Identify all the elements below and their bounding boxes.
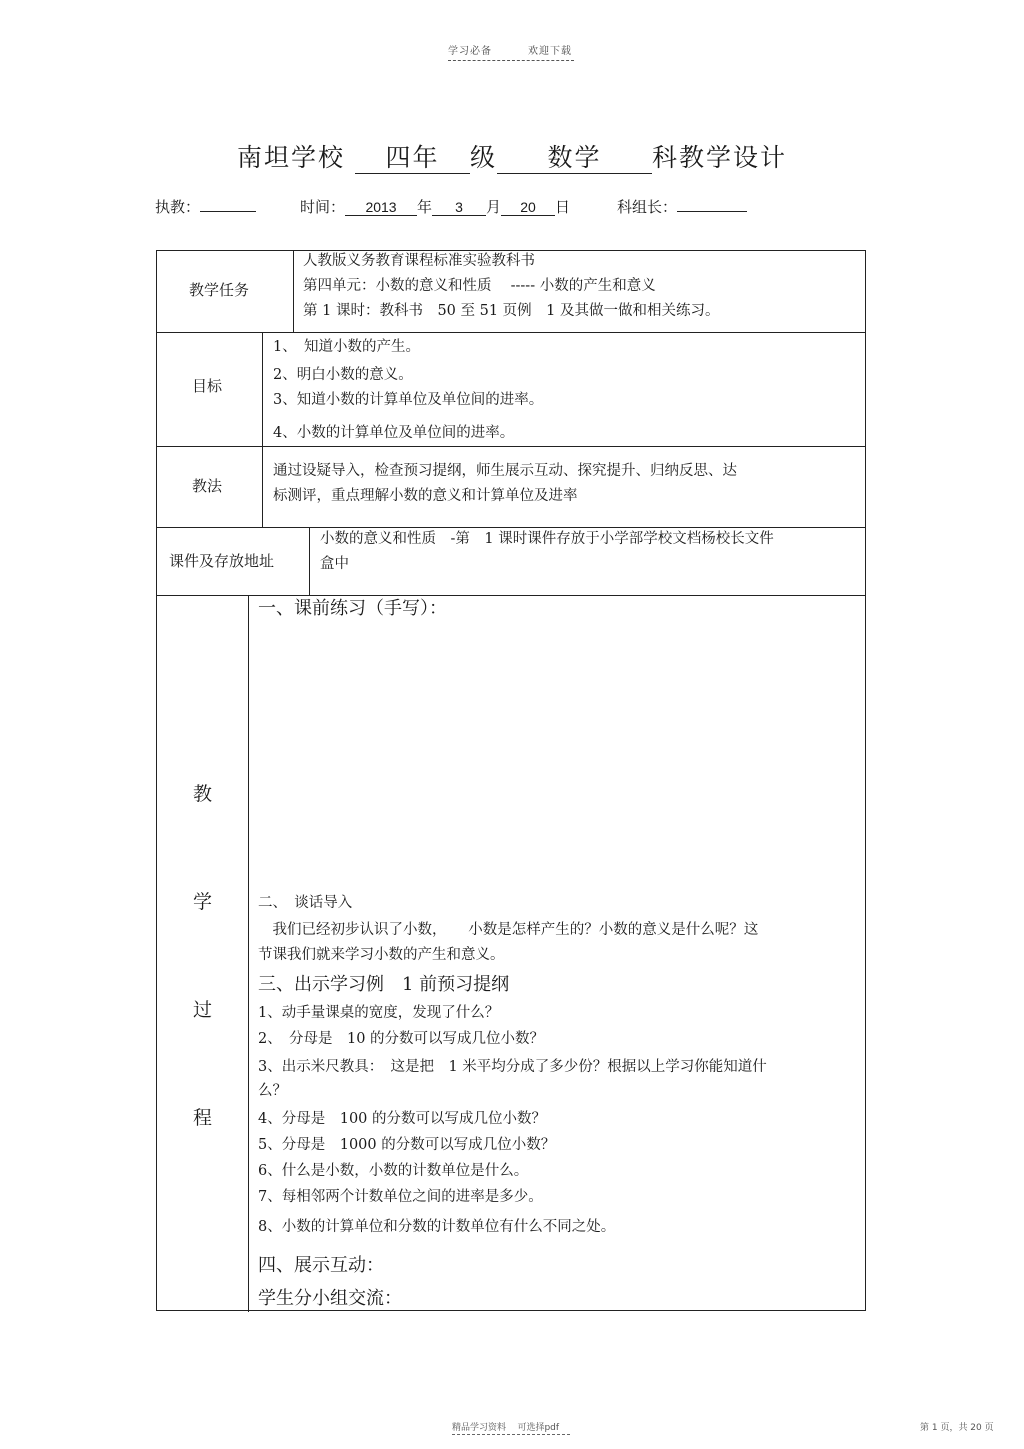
task-line: 第四单元：小数的意义和性质 ----- 小数的产生和意义 [303,278,656,294]
goals-content [273,335,543,446]
column-divider [293,251,294,332]
teacher-label: 执教： [155,198,201,216]
footer-center [452,1420,559,1433]
footer-center-right: 可选择pdf [517,1423,560,1433]
row-divider [157,446,865,447]
time-field [300,196,570,217]
method-label: 教法 [192,477,223,495]
intro-line: 我们已经初步认识了小数， 小数是怎样产生的？小数的意义是什么呢？这 [258,922,759,938]
outline-item: 么？ [258,1083,287,1099]
goal-item: 3、知道小数的计算单位及单位间的进率。 [273,392,544,408]
method-line: 标测评，重点理解小数的意义和计算单位及进率 [273,488,578,504]
time-label: 时间： [300,198,346,216]
title-suffix: 科教学设计 [651,143,787,172]
task-content [303,249,720,324]
title-grade: 四年 [355,143,470,174]
outline-item: 7、每相邻两个计数单位之间的进率是多少。 [258,1189,543,1205]
column-divider [248,595,249,1312]
leader-field [617,196,747,217]
title-grade-suffix: 级 [469,143,497,172]
teacher-value [200,211,256,212]
method-content [273,459,737,509]
column-divider [309,527,310,595]
goal-item: 4、小数的计算单位及单位间的进率。 [273,425,515,441]
month-unit: 月 [486,198,502,216]
row-divider [157,332,865,333]
process-label-char: 程 [193,1107,213,1129]
lesson-plan-table [156,250,866,1311]
task-label: 教学任务 [189,281,250,299]
column-divider [262,332,263,527]
header-right: 欢迎下载 [528,46,572,57]
page-number: 第 1 页，共 20 页 [920,1423,994,1433]
header-left: 学习必备 [448,46,492,57]
section-pre-practice: 一、课前练习（手写）： [258,598,447,619]
method-line: 通过设疑导入，检查预习提纲，师生展示互动、探究提升、归纳反思、达 [273,463,737,479]
day-unit: 日 [555,198,571,216]
section-preview-outline: 三、出示学习例 1 前预习提纲 [258,974,510,995]
teacher-field [155,196,256,217]
footer-center-left: 精品学习资料 [452,1423,507,1433]
outline-item: 5、分母是 1000 的分数可以写成几位小数？ [258,1137,556,1153]
outline-item: 4、分母是 100 的分数可以写成几位小数？ [258,1111,547,1127]
process-label-char: 教 [193,783,213,805]
outline-list [258,1001,767,1243]
section-intro: 二、 谈话导入 [258,895,353,911]
section-group-discussion: 学生分小组交流： [258,1288,402,1309]
process-label-char: 学 [193,891,213,913]
outline-item: 2、 分母是 10 的分数可以写成几位小数？ [258,1031,545,1047]
footer-divider [452,1434,570,1435]
title-subject: 数学 [497,143,652,174]
goals-label: 目标 [192,377,223,395]
title-school: 南坦学校 [237,143,346,172]
process-label-char: 过 [193,999,213,1021]
task-line: 人教版义务教育课程标准实验教科书 [303,253,535,269]
goal-item: 1、 知道小数的产生。 [273,339,420,355]
year-unit: 年 [417,198,433,216]
intro-paragraph [258,918,758,968]
outline-item: 1、动手量课桌的宽度，发现了什么？ [258,1005,500,1021]
document-title [0,138,1024,174]
month-value: 3 [432,199,486,216]
courseware-content [320,527,774,577]
courseware-line: 小数的意义和性质 -第 1 课时课件存放于小学部学校文档杨校长文件 [320,531,774,547]
outline-item: 6、什么是小数，小数的计数单位是什么。 [258,1163,529,1179]
courseware-line: 盒中 [320,556,349,572]
courseware-label: 课件及存放地址 [169,552,275,570]
page-header [448,42,572,57]
outline-item: 8、小数的计算单位和分数的计数单位有什么不同之处。 [258,1219,616,1235]
intro-line: 节课我们就来学习小数的产生和意义。 [258,947,505,963]
section-interaction: 四、展示互动： [258,1255,384,1276]
header-divider [448,60,574,61]
goal-item: 2、明白小数的意义。 [273,367,413,383]
leader-value [677,211,747,212]
task-line: 第 1 课时：教科书 50 至 51 页例 1 及其做一做和相关练习。 [303,303,720,319]
day-value: 20 [501,199,555,216]
year-value: 2013 [345,199,417,216]
leader-label: 科组长： [617,198,678,216]
outline-item: 3、出示米尺教具： 这是把 1 米平均分成了多少份？根据以上学习你能知道什 [258,1059,767,1075]
